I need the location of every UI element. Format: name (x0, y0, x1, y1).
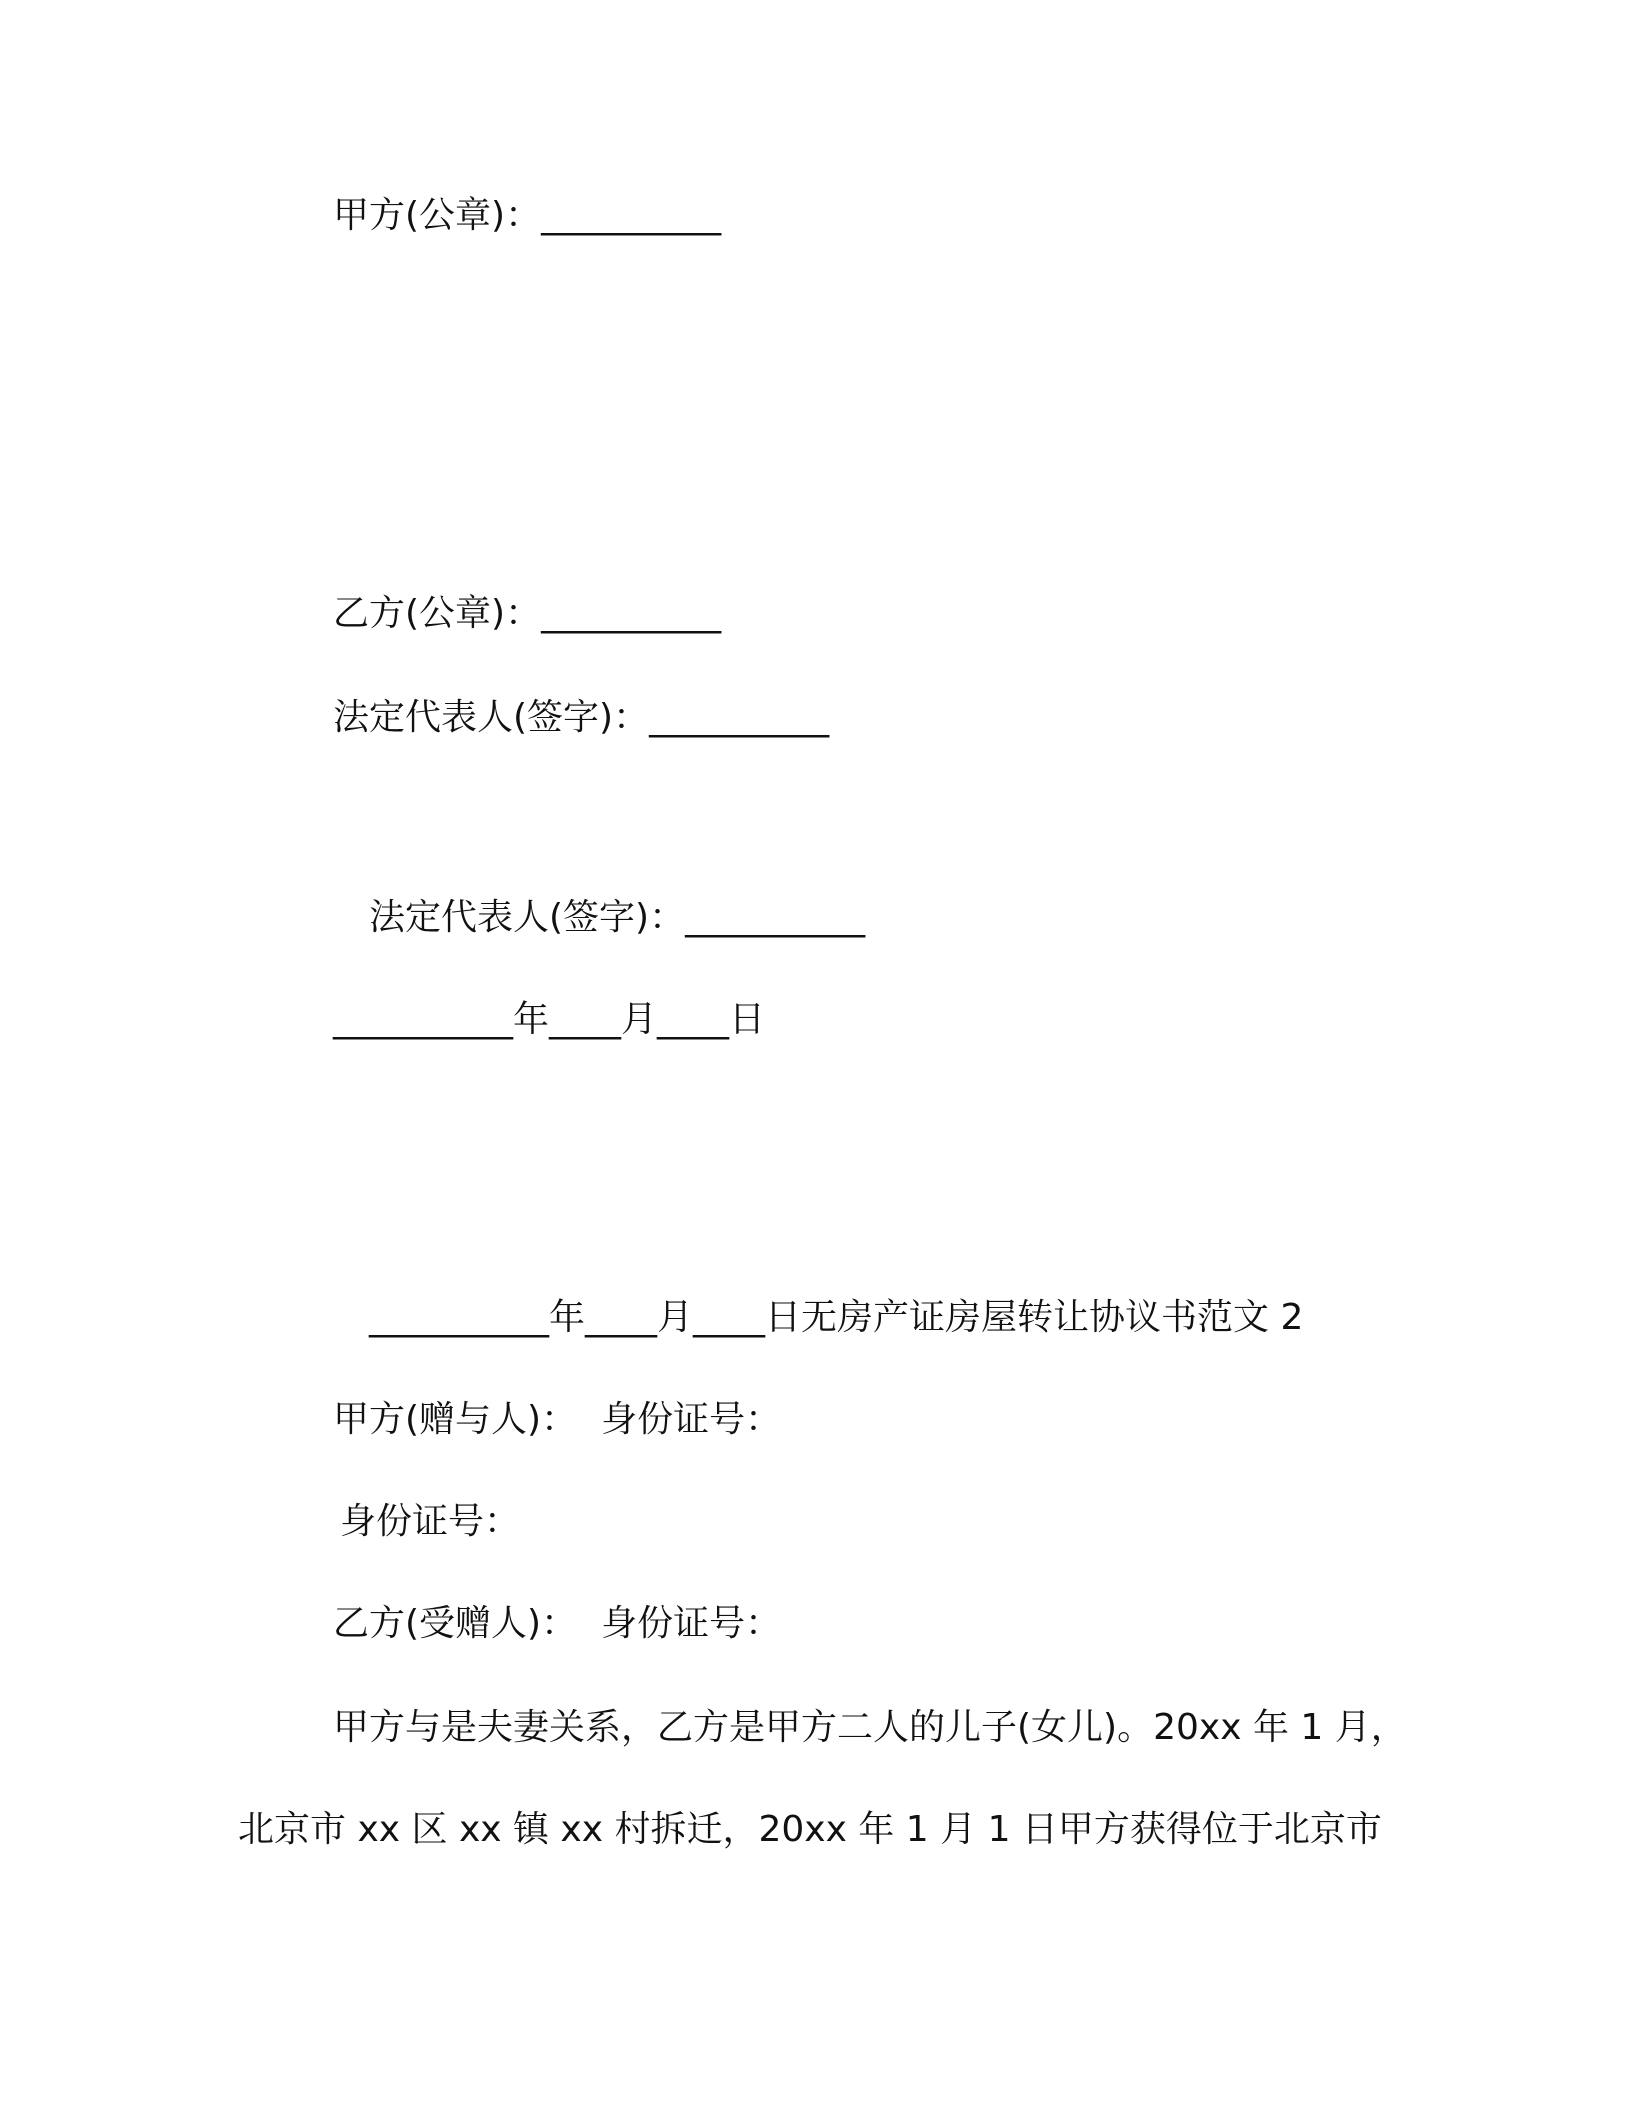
body-paragraph-line-1: 甲方与是夫妻关系，乙方是甲方二人的儿子(女儿)。20xx 年 1 月， (333, 1707, 1407, 1748)
legal-representative-signature-line-2: 法定代表人(签字)：__________ (369, 897, 866, 938)
date-line: __________年____月____日 (333, 999, 765, 1040)
party-b-id-label: 身份证号： (601, 1603, 782, 1644)
party-b-donee-line (333, 1602, 781, 1646)
party-a-id-label: 身份证号： (601, 1399, 782, 1440)
party-a-donor-line (333, 1398, 781, 1442)
legal-representative-signature-line: 法定代表人(签字)：__________ (333, 697, 830, 738)
party-a-donor-label: 甲方(赠与人)： (333, 1399, 578, 1440)
party-a-seal-line: 甲方(公章)：__________ (333, 195, 722, 236)
party-b-donee-label: 乙方(受赠人)： (333, 1603, 578, 1644)
body-paragraph-line-2: 北京市 xx 区 xx 镇 xx 村拆迁，20xx 年 1 月 1 日甲方获得位于北京市 (238, 1809, 1382, 1850)
party-b-seal-line: 乙方(公章)：__________ (333, 593, 722, 634)
id-number-line: 身份证号： (340, 1501, 521, 1542)
document-title: __________年____月____日无房产证房屋转让协议书范文 2 (369, 1297, 1304, 1338)
